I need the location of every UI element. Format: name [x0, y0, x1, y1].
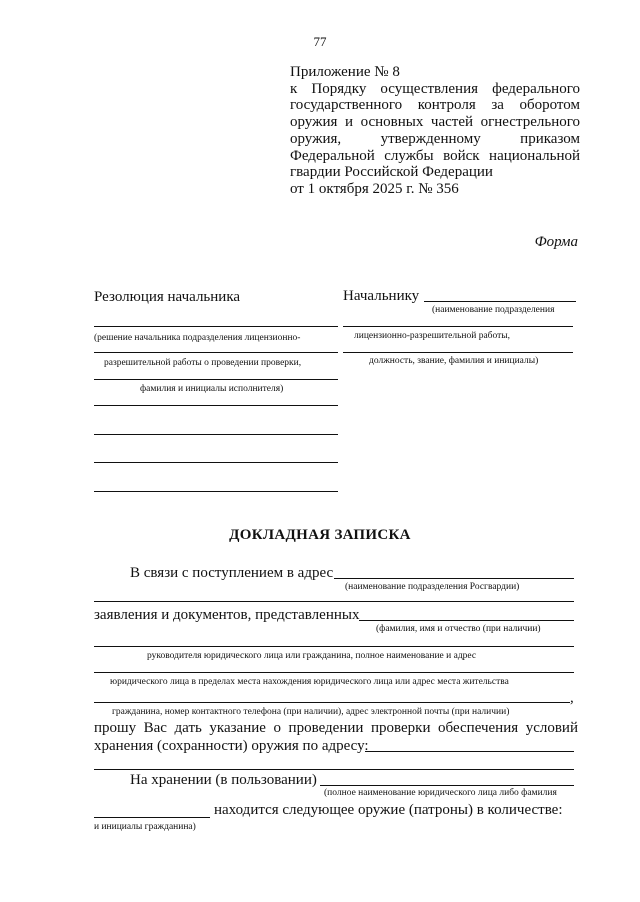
page-number: 77: [313, 34, 327, 49]
fill-line[interactable]: [94, 769, 574, 770]
addressee-label: Начальнику: [343, 288, 420, 304]
appendix-line: гвардии Российской Федерации: [290, 164, 493, 181]
hint-applicant: (фамилия, имя и отчество (при наличии): [376, 624, 541, 634]
resolution-label: Резолюция начальника: [94, 289, 241, 305]
resolution-line[interactable]: [94, 405, 338, 406]
appendix-line: оружия и основных частей огнестрельного: [290, 114, 580, 131]
addressee-line[interactable]: [343, 352, 573, 353]
addressee-hint: лицензионно-разрешительной работы,: [354, 331, 511, 341]
applicant-line[interactable]: [359, 620, 574, 621]
body-line-3: прошу Вас дать указание о проведении проверки обеспечения условий: [94, 720, 578, 736]
storage-address-line[interactable]: [365, 751, 574, 752]
appendix-block: [290, 64, 580, 198]
form-label: Форма: [534, 234, 578, 250]
document-title: ДОКЛАДНАЯ ЗАПИСКА: [229, 527, 411, 543]
resolution-line[interactable]: [94, 352, 338, 353]
fill-line[interactable]: [94, 646, 574, 647]
resolution-hint: (решение начальника подразделения лицензионно-: [94, 333, 301, 343]
holder-line[interactable]: [320, 785, 574, 786]
resolution-line[interactable]: [94, 462, 338, 463]
body-line-5: На хранении (в пользовании): [130, 772, 317, 788]
resolution-line[interactable]: [94, 326, 338, 327]
appendix-line: от 1 октября 2025 г. № 356: [290, 180, 459, 197]
resolution-hint: фамилия и инициалы исполнителя): [140, 384, 284, 394]
addressee-line[interactable]: [343, 326, 573, 327]
resolution-line[interactable]: [94, 491, 338, 492]
hint-holder-2: и инициалы гражданина): [94, 822, 196, 832]
addressee-line[interactable]: [424, 301, 576, 302]
appendix-line: к Порядку осуществления федерального: [290, 80, 580, 97]
hint-applicant-3: юридического лица в пределах места нахождения юридического лица или адрес места жительства: [110, 677, 509, 687]
appendix-line: оружия, утвержденному приказом: [290, 130, 580, 147]
fill-line[interactable]: [94, 702, 570, 703]
comma: ,: [570, 690, 574, 706]
body-line-4: хранения (сохранности) оружия по адресу:: [94, 738, 369, 754]
appendix-line: Федеральной службы войск национальной: [290, 147, 580, 164]
recipient-unit-line[interactable]: [334, 578, 574, 579]
resolution-hint: разрешительной работы о проведении проверки,: [104, 358, 302, 368]
hint-applicant-4: гражданина, номер контактного телефона (при наличии), адрес электронной почты (при наличии): [112, 707, 510, 717]
appendix-line: государственного контроля за оборотом: [290, 97, 580, 114]
body-line-2: заявления и документов, представленных: [94, 607, 360, 623]
fill-line[interactable]: [94, 672, 574, 673]
appendix-line: Приложение № 8: [290, 64, 400, 80]
resolution-line[interactable]: [94, 434, 338, 435]
addressee-hint: (наименование подразделения: [432, 305, 555, 315]
addressee-hint: должность, звание, фамилия и инициалы): [369, 356, 539, 366]
resolution-line[interactable]: [94, 379, 338, 380]
holder-name-line[interactable]: [94, 817, 210, 818]
body-line-6: находится следующее оружие (патроны) в количестве:: [214, 802, 563, 818]
body-line-1: В связи с поступлением в адрес: [130, 565, 334, 581]
hint-unit: (наименование подразделения Росгвардии): [345, 582, 520, 592]
hint-holder: (полное наименование юридического лица либо фамилия: [324, 788, 557, 798]
fill-line[interactable]: [94, 601, 574, 602]
hint-applicant-2: руководителя юридического лица или гражданина, полное наименование и адрес: [147, 651, 477, 661]
